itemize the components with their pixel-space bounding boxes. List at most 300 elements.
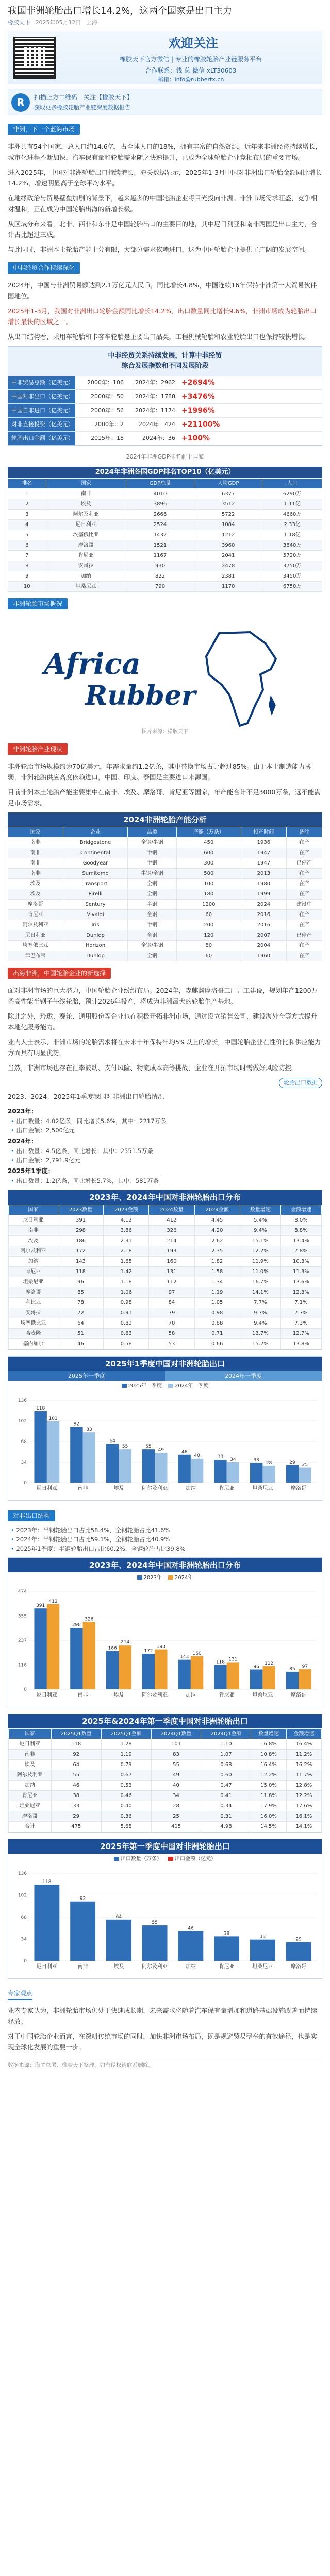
- bar: [178, 1455, 190, 1483]
- table-cell: 1170: [194, 582, 262, 592]
- growth-pct: +1996%: [182, 406, 215, 415]
- table-cell: 在产: [286, 920, 322, 930]
- table-row: [8, 551, 322, 561]
- table-cell: 0.40: [101, 1801, 151, 1811]
- table-cell: 83: [151, 1750, 201, 1760]
- x-tick-label: 肯尼亚: [219, 1692, 235, 1699]
- table-cell: 埃塞俄比亚: [46, 530, 126, 540]
- table-header: 排名: [8, 479, 46, 489]
- table-cell: 60: [176, 951, 241, 961]
- x-tick-label: 阿尔及利亚: [142, 1485, 168, 1492]
- paragraph: 非洲轮胎市场规模约为70亿美元，年需求量约1.2亿条，其中替换市场占比超过85%。由于本土制造能力薄弱，非洲轮胎供应高度依赖进口，中国、印度、泰国是主要进口来源国。: [8, 762, 311, 782]
- bar: [142, 1449, 155, 1483]
- data-label: 92: [79, 1896, 86, 1902]
- table-cell: 143: [58, 1257, 103, 1267]
- data-label: 33: [259, 1934, 266, 1940]
- paragraph: 进入2025年，中国对非洲轮胎出口持续增长。海关数据显示，2025年1-3月中国对非洲出口轮胎金额同比增长14.2%，增速明显高于全球平均水平。: [8, 168, 322, 187]
- data-label: 64: [109, 1438, 116, 1444]
- bar: [299, 1467, 311, 1482]
- chart4-table: [8, 1728, 322, 1832]
- table-cell: 1432: [126, 530, 194, 540]
- paragraph: 面对非洲市场的巨大潜力，中国轮胎企业纷纷布局。2024年，森麒麟摩洛哥工厂开工建设，规划年产1200万条高性能半钢子午线轮胎，预计2026年投产，将成为非洲最大的轮胎生产基地。: [8, 987, 318, 1006]
- data-label: 55: [152, 1920, 158, 1925]
- bar: [34, 1885, 59, 1961]
- year-label: 2025年1季度：: [8, 1167, 54, 1175]
- table-cell: 0.31: [201, 1811, 251, 1822]
- table-cell: 5.4%: [240, 1215, 280, 1226]
- growth-pct: +100%: [182, 434, 210, 443]
- table-cell: 安哥拉: [9, 1308, 58, 1318]
- bar: [70, 1628, 82, 1690]
- table-row: [9, 1246, 322, 1257]
- table-cell: 3896: [126, 499, 194, 510]
- bar: [299, 1669, 311, 1689]
- article-date: 2025年05月12日: [35, 19, 81, 26]
- x-tick-label: 加纳: [185, 1963, 196, 1970]
- table-cell: 16.2%: [286, 1760, 321, 1770]
- table-row: [9, 1781, 322, 1791]
- table-row: [9, 1822, 322, 1832]
- africa-map-icon: [199, 628, 286, 731]
- table-header: 人口: [262, 479, 322, 489]
- table-cell: 1999: [241, 889, 286, 900]
- table-cell: 33: [51, 1801, 101, 1811]
- table-header: 2025Q1数量: [51, 1729, 101, 1739]
- table-cell: 0.63: [104, 1329, 149, 1339]
- table-row: [8, 920, 322, 930]
- chart5-block: [8, 1839, 322, 1979]
- table-cell: 1.10: [201, 1739, 251, 1750]
- table-cell: Goodyear: [63, 858, 128, 869]
- capacity-table: [8, 827, 322, 961]
- table-cell: 3512: [194, 499, 262, 510]
- table-cell: 1.58: [194, 1267, 240, 1277]
- chart5-title: 2025年第一季度中国对非洲轮胎出口: [8, 1839, 322, 1854]
- table-cell: 利比亚: [9, 1298, 58, 1308]
- table-cell: 172: [58, 1246, 103, 1257]
- growth-end: 2024年：2962: [135, 379, 175, 386]
- table-cell: 415: [151, 1822, 201, 1832]
- table-cell: Sentury: [63, 900, 128, 910]
- table-row: [8, 930, 322, 941]
- article-location: 上海: [86, 19, 97, 26]
- table-cell: 58: [149, 1329, 194, 1339]
- data-label: 160: [192, 1651, 202, 1657]
- bar: [286, 1465, 299, 1483]
- table-cell: 4.45: [194, 1215, 240, 1226]
- table-cell: 193: [149, 1246, 194, 1257]
- table-cell: 1.65: [104, 1257, 149, 1267]
- growth-name: 对非直接投资（亿美元）: [8, 418, 75, 431]
- table-cell: 72: [58, 1308, 103, 1318]
- growth-start: 2000年：56: [91, 407, 124, 414]
- data-label: 49: [158, 1447, 164, 1453]
- chart3-plot: [8, 1583, 322, 1707]
- table-cell: 7.3%: [280, 1318, 321, 1329]
- table-cell: 南非: [8, 869, 63, 879]
- table-cell: 0.98: [194, 1308, 240, 1318]
- table-cell: 坦桑尼亚: [9, 1801, 52, 1811]
- table-cell: 3.86: [104, 1226, 149, 1236]
- table-cell: 17.9%: [251, 1801, 286, 1811]
- table-header: 2024金额: [194, 1205, 240, 1215]
- table-cell: 在产: [286, 889, 322, 900]
- table-cell: Dunlop: [63, 951, 128, 961]
- table-cell: 5722: [194, 510, 262, 520]
- table-row: [9, 1236, 322, 1246]
- table-cell: 11.9%: [240, 1257, 280, 1267]
- table-cell: 214: [149, 1236, 194, 1246]
- table-row: [8, 520, 322, 530]
- table-cell: 0.46: [101, 1791, 151, 1801]
- chart3-block: [8, 1557, 322, 1708]
- table-cell: 1.19: [101, 1750, 151, 1760]
- table-cell: 13.7%: [240, 1329, 280, 1339]
- bar: [286, 1672, 299, 1689]
- table-cell: 790: [126, 582, 194, 592]
- paragraph: 业内人士表示，非洲市场的轮胎需求将在未来十年保持年均5%以上的增长，中国轮胎企业在性价比和供应能力方面具有明显优势。: [8, 1038, 321, 1057]
- y-tick-label: 136: [18, 1871, 27, 1876]
- table-cell: 96: [58, 1277, 103, 1287]
- table-cell: 1980: [241, 879, 286, 889]
- section-1-label: 非洲，下一个蓝海市场: [8, 124, 80, 135]
- growth-head-line-1: 中非经贸关系持续发展，计算中非经贸: [108, 352, 222, 360]
- list-item: • 出口金额：2,791.9亿元: [8, 1156, 322, 1165]
- africa-caption: 图片来源：橡胶天下: [142, 728, 188, 735]
- chart5-plot: [8, 1865, 322, 1978]
- table-cell: 55: [51, 1770, 101, 1781]
- table-cell: 8: [8, 561, 46, 571]
- list-item: • 出口数量：4.02亿条，同比增长5.6%，其中：2217万条: [8, 1116, 322, 1126]
- table-cell: 6290万: [262, 489, 322, 499]
- table-row: [9, 1267, 322, 1277]
- table-header: 国家: [9, 1205, 58, 1215]
- x-tick-label: 南非: [77, 1485, 88, 1492]
- section-2-label: 中非经贸合作持续深化: [8, 262, 80, 274]
- table-cell: 阿尔及利亚: [46, 510, 126, 520]
- data-label: 186: [108, 1646, 117, 1651]
- paragraph: 业内专家认为，非洲轮胎市场仍处于快速成长期，未来需求将随着汽车保有量增加和道路基础设施改善而持续释放。: [8, 2006, 318, 2025]
- table-cell: 12.3%: [280, 1287, 321, 1298]
- chart2-title: 2025年1季度中国对非洲轮胎出口: [8, 1357, 322, 1371]
- table-cell: 28: [151, 1801, 201, 1811]
- table-cell: 在产: [286, 951, 322, 961]
- data-label: 298: [72, 1622, 81, 1628]
- table-cell: 200: [176, 920, 241, 930]
- table-cell: 1: [8, 489, 46, 499]
- chart1-block: [8, 1190, 322, 1350]
- paragraph: 除此之外，玲珑、赛轮、通用股份等企业也在积极开拓非洲市场，通过设立销售公司、建设海外仓等方式提升本地化服务能力。: [8, 1012, 318, 1031]
- table-cell: 3960: [194, 540, 262, 551]
- chart2-legend-a: 2025年一季度: [122, 1382, 162, 1391]
- y-tick-label: 0: [24, 1687, 27, 1693]
- table-cell: 合计: [9, 1822, 52, 1832]
- table-cell: Transport: [63, 879, 128, 889]
- table-header: GDP总量: [126, 479, 194, 489]
- table-cell: 南非: [8, 858, 63, 869]
- bar: [262, 1666, 275, 1689]
- table-cell: Horizon: [63, 941, 128, 951]
- data-label: 97: [302, 1664, 308, 1670]
- x-tick-label: 坦桑尼亚: [252, 1692, 273, 1699]
- table-cell: 16.1%: [286, 1811, 321, 1822]
- table-cell: 16.4%: [286, 1739, 321, 1750]
- table-row: [9, 1329, 322, 1339]
- x-tick-label: 埃及: [113, 1485, 124, 1492]
- table-cell: 2.35: [194, 1246, 240, 1257]
- table-cell: 2381: [194, 571, 262, 582]
- growth-pct: +2694%: [182, 379, 215, 387]
- table-cell: 2.31: [104, 1236, 149, 1246]
- paragraph: 从区域分布来看，北非、西非和东非是中国轮胎出口的主要目的地，其中尼日利亚和南非两国是出口主力，合计占比超过三成。: [8, 220, 318, 239]
- table-cell: 97: [149, 1287, 194, 1298]
- table-cell: 4.20: [194, 1226, 240, 1236]
- chart5-legend-b: 出口金额（亿元）: [168, 1855, 216, 1864]
- paragraph: 当然，非洲市场也存在汇率波动、支付风险、物流成本高等挑战，企业在开拓市场时需做好风险防控。: [8, 1064, 298, 1072]
- section-5-label: 出海非洲，中国轮胎企业的新选择: [8, 968, 111, 979]
- table-cell: 在产: [286, 941, 322, 951]
- table-cell: 131: [149, 1267, 194, 1277]
- table-cell: 40: [151, 1781, 201, 1791]
- table-cell: 300: [176, 858, 241, 869]
- table-row: [8, 510, 322, 520]
- growth-row: [8, 376, 322, 389]
- chart2-plot: [8, 1392, 322, 1500]
- paragraph-highlight: 2025年1-3月，我国对非洲出口轮胎金额同比增长14.2%，出口数量同比增长9.6%，非洲市场成为轮胎出口增长最快的区域之一。: [8, 307, 317, 326]
- table-cell: 全钢/半钢: [128, 838, 176, 848]
- table-cell: 92: [51, 1750, 101, 1760]
- table-cell: 8.8%: [280, 1226, 321, 1236]
- data-label: 92: [73, 1421, 80, 1427]
- table-header: 备注: [286, 827, 322, 838]
- table-cell: 全钢: [128, 879, 176, 889]
- table-cell: 46: [51, 1781, 101, 1791]
- table-cell: Sumitomo: [63, 869, 128, 879]
- bar: [106, 1920, 131, 1961]
- table-cell: 14.1%: [240, 1287, 280, 1298]
- table-row: [9, 1801, 322, 1811]
- table-cell: 2.62: [194, 1236, 240, 1246]
- bar: [191, 1656, 203, 1689]
- year-label: 2023年：: [8, 1108, 38, 1115]
- data-label: 193: [156, 1644, 166, 1650]
- x-tick-label: 加纳: [185, 1692, 196, 1699]
- chart3-legend-a: 2023年: [137, 1573, 162, 1583]
- bar: [83, 1622, 95, 1690]
- data-label: 143: [180, 1654, 189, 1660]
- table-cell: 4.12: [104, 1215, 149, 1226]
- growth-start: 2000年：2: [94, 421, 124, 428]
- capacity-table-title: 2024非洲轮胎产能分析: [8, 812, 322, 827]
- x-tick-label: 坦桑尼亚: [252, 1485, 273, 1492]
- table-cell: 0.88: [194, 1318, 240, 1329]
- table-cell: 南非: [46, 489, 126, 499]
- table-cell: 津巴布韦: [8, 951, 63, 961]
- table-row: [9, 1770, 322, 1781]
- data-label: 118: [42, 1879, 52, 1885]
- table-cell: 298: [58, 1226, 103, 1236]
- table-cell: 坦桑尼亚: [46, 582, 126, 592]
- chart1-title: 2023年、2024年中国对非洲轮胎出口分布: [8, 1190, 322, 1205]
- table-cell: 38: [51, 1791, 101, 1801]
- table-cell: 1200: [176, 900, 241, 910]
- qr-code[interactable]: [13, 37, 56, 79]
- paragraph: 在地缘政治与贸易壁垒加剧的背景下，越来越多的中国轮胎企业将目光投向非洲。非洲市场需求旺盛，竞争相对温和，正在成为中国轮胎出海的新增长极。: [8, 194, 318, 213]
- table-cell: 3: [8, 510, 46, 520]
- bar: [191, 1459, 203, 1483]
- table-cell: 6750万: [262, 582, 322, 592]
- x-tick-label: 摩洛哥: [291, 1485, 307, 1492]
- section-3-label: 非洲轮胎市场概况: [8, 598, 68, 609]
- article-author[interactable]: 橡胶天下: [8, 19, 30, 26]
- table-cell: 450: [176, 838, 241, 848]
- follow-line-1: 橡胶天下官方微信 | 专业的橡胶轮胎产业链服务平台: [120, 56, 262, 63]
- bar: [286, 1942, 311, 1960]
- bar: [119, 1645, 131, 1689]
- list-item: • 2023年：半钢轮胎出口占比58.4%，全钢轮胎占比41.6%: [8, 1526, 322, 1535]
- y-tick-label: 118: [18, 1663, 27, 1668]
- section-8-label: 专家观点: [8, 1988, 32, 2000]
- table-row: [9, 1318, 322, 1329]
- growth-start: 2015年：18: [91, 435, 124, 442]
- table-row: [9, 1287, 322, 1298]
- table-header: 国家: [9, 1729, 52, 1739]
- data-label: 33: [253, 1457, 259, 1463]
- table-cell: 0.53: [101, 1781, 151, 1791]
- bar: [178, 1931, 203, 1961]
- x-tick-label: 尼日利亚: [36, 1963, 57, 1970]
- chart5-legend-a: 出口数量（万条）: [114, 1855, 162, 1864]
- paragraph: 从出口结构看，乘用车轮胎和卡客车轮胎是主要出口品类，工程机械轮胎和农业轮胎出口也保持较快增长。: [8, 333, 311, 341]
- chart4-title: 2025年&2024年第一季度中国对非洲轮胎出口: [8, 1714, 322, 1728]
- table-cell: 埃塞俄比亚: [8, 941, 63, 951]
- table-cell: 0.36: [101, 1811, 151, 1822]
- table-cell: 2.33亿: [262, 520, 322, 530]
- table-cell: 14.1%: [286, 1822, 321, 1832]
- data-label: 28: [266, 1460, 272, 1466]
- table-cell: 1.18: [104, 1277, 149, 1287]
- table-cell: 2041: [194, 551, 262, 561]
- data-label: 83: [86, 1427, 92, 1432]
- table-cell: 16.4%: [251, 1760, 286, 1770]
- x-tick-label: 加纳: [185, 1485, 196, 1492]
- africa-rubber-banner: [8, 618, 322, 736]
- bar: [47, 1421, 59, 1483]
- x-tick-label: 阿尔及利亚: [142, 1692, 168, 1699]
- table-cell: 64: [58, 1318, 103, 1329]
- table-cell: 全钢: [128, 910, 176, 920]
- table-header: 2024数量: [149, 1205, 194, 1215]
- table-cell: 埃及: [9, 1760, 52, 1770]
- table-cell: 在产: [286, 848, 322, 858]
- y-tick-label: 0: [24, 1480, 27, 1486]
- table-cell: Dunlop: [63, 930, 128, 941]
- table-cell: 9: [8, 571, 46, 582]
- table-cell: 101: [151, 1739, 201, 1750]
- table-cell: 12.7%: [280, 1329, 321, 1339]
- table-cell: 10: [8, 582, 46, 592]
- table-cell: 5.68: [101, 1822, 151, 1832]
- table-cell: 60: [176, 910, 241, 920]
- table-row: [9, 1308, 322, 1318]
- table-cell: 1084: [194, 520, 262, 530]
- table-cell: 186: [58, 1236, 103, 1246]
- bar: [262, 1466, 275, 1483]
- y-tick-label: 237: [18, 1638, 27, 1644]
- brand-line-1: 扫描上方二维码 关注【橡胶天下】: [34, 94, 134, 101]
- table-cell: 1212: [194, 530, 262, 540]
- table-cell: 尼日利亚: [8, 930, 63, 941]
- growth-index-table: [8, 346, 322, 446]
- table-cell: 0.58: [104, 1339, 149, 1349]
- table-cell: 11.2%: [286, 1750, 321, 1760]
- chart1-table: [8, 1205, 322, 1349]
- table-cell: 坦桑尼亚: [9, 1277, 58, 1287]
- table-header: 企业: [63, 827, 128, 838]
- table-row: [8, 571, 322, 582]
- table-cell: 2013: [241, 869, 286, 879]
- y-tick-label: 34: [21, 1937, 27, 1942]
- table-cell: 加纳: [9, 1257, 58, 1267]
- data-label: 38: [217, 1454, 224, 1460]
- table-cell: 半钢: [128, 920, 176, 930]
- table-cell: 9.4%: [240, 1318, 280, 1329]
- data-label: 391: [36, 1603, 45, 1609]
- table-cell: 7.8%: [280, 1246, 321, 1257]
- table-header: 人均GDP: [194, 479, 262, 489]
- data-label: 46: [181, 1449, 188, 1455]
- table-cell: 埃及: [8, 889, 63, 900]
- table-cell: 1.05: [194, 1298, 240, 1308]
- bar: [142, 1925, 168, 1961]
- x-tick-label: 摩洛哥: [291, 1692, 307, 1699]
- table-cell: 12.2%: [286, 1791, 321, 1801]
- section-6-label[interactable]: 轮胎出口数据: [279, 1078, 322, 1088]
- table-cell: 2016: [241, 920, 286, 930]
- growth-end: 2024年：1788: [135, 393, 175, 400]
- table-header: 2023数量: [58, 1205, 103, 1215]
- table-cell: 1960: [241, 951, 286, 961]
- table-cell: 南非: [8, 848, 63, 858]
- data-label: 118: [216, 1659, 225, 1665]
- list-item: • 出口数量：1.2亿条，同比增长5.7%，其中：581万条: [8, 1176, 322, 1185]
- growth-head-line-2: 综合发展指数和不同发展阶段: [121, 362, 209, 370]
- growth-row: [8, 417, 322, 431]
- chart2-block: [8, 1356, 322, 1501]
- x-tick-label: 摩洛哥: [291, 1963, 307, 1970]
- x-tick-label: 阿尔及利亚: [142, 1963, 168, 1970]
- table-cell: 在产: [286, 910, 322, 920]
- chart2-sub-left: 2025年一季度: [8, 1371, 165, 1381]
- table-cell: 摩洛哥: [46, 540, 126, 551]
- table-cell: 6: [8, 540, 46, 551]
- table-row: [8, 540, 322, 551]
- table-row: [8, 530, 322, 540]
- table-cell: Iris: [63, 920, 128, 930]
- table-cell: 肯尼亚: [8, 910, 63, 920]
- paragraph: 目前非洲本土轮胎产能主要集中在南非、埃及、摩洛哥、肯尼亚等国家，年产能合计不足3000万条，远不能满足市场需求。: [8, 788, 321, 807]
- bar: [34, 1608, 46, 1689]
- table-cell: 1.19: [194, 1287, 240, 1298]
- data-label: 64: [116, 1914, 122, 1920]
- table-row: [8, 900, 322, 910]
- table-cell: 326: [149, 1226, 194, 1236]
- table-cell: 0.68: [201, 1760, 251, 1770]
- table-row: [9, 1257, 322, 1267]
- table-cell: 49: [151, 1770, 201, 1781]
- bar: [70, 1901, 95, 1960]
- table-cell: 在产: [286, 879, 322, 889]
